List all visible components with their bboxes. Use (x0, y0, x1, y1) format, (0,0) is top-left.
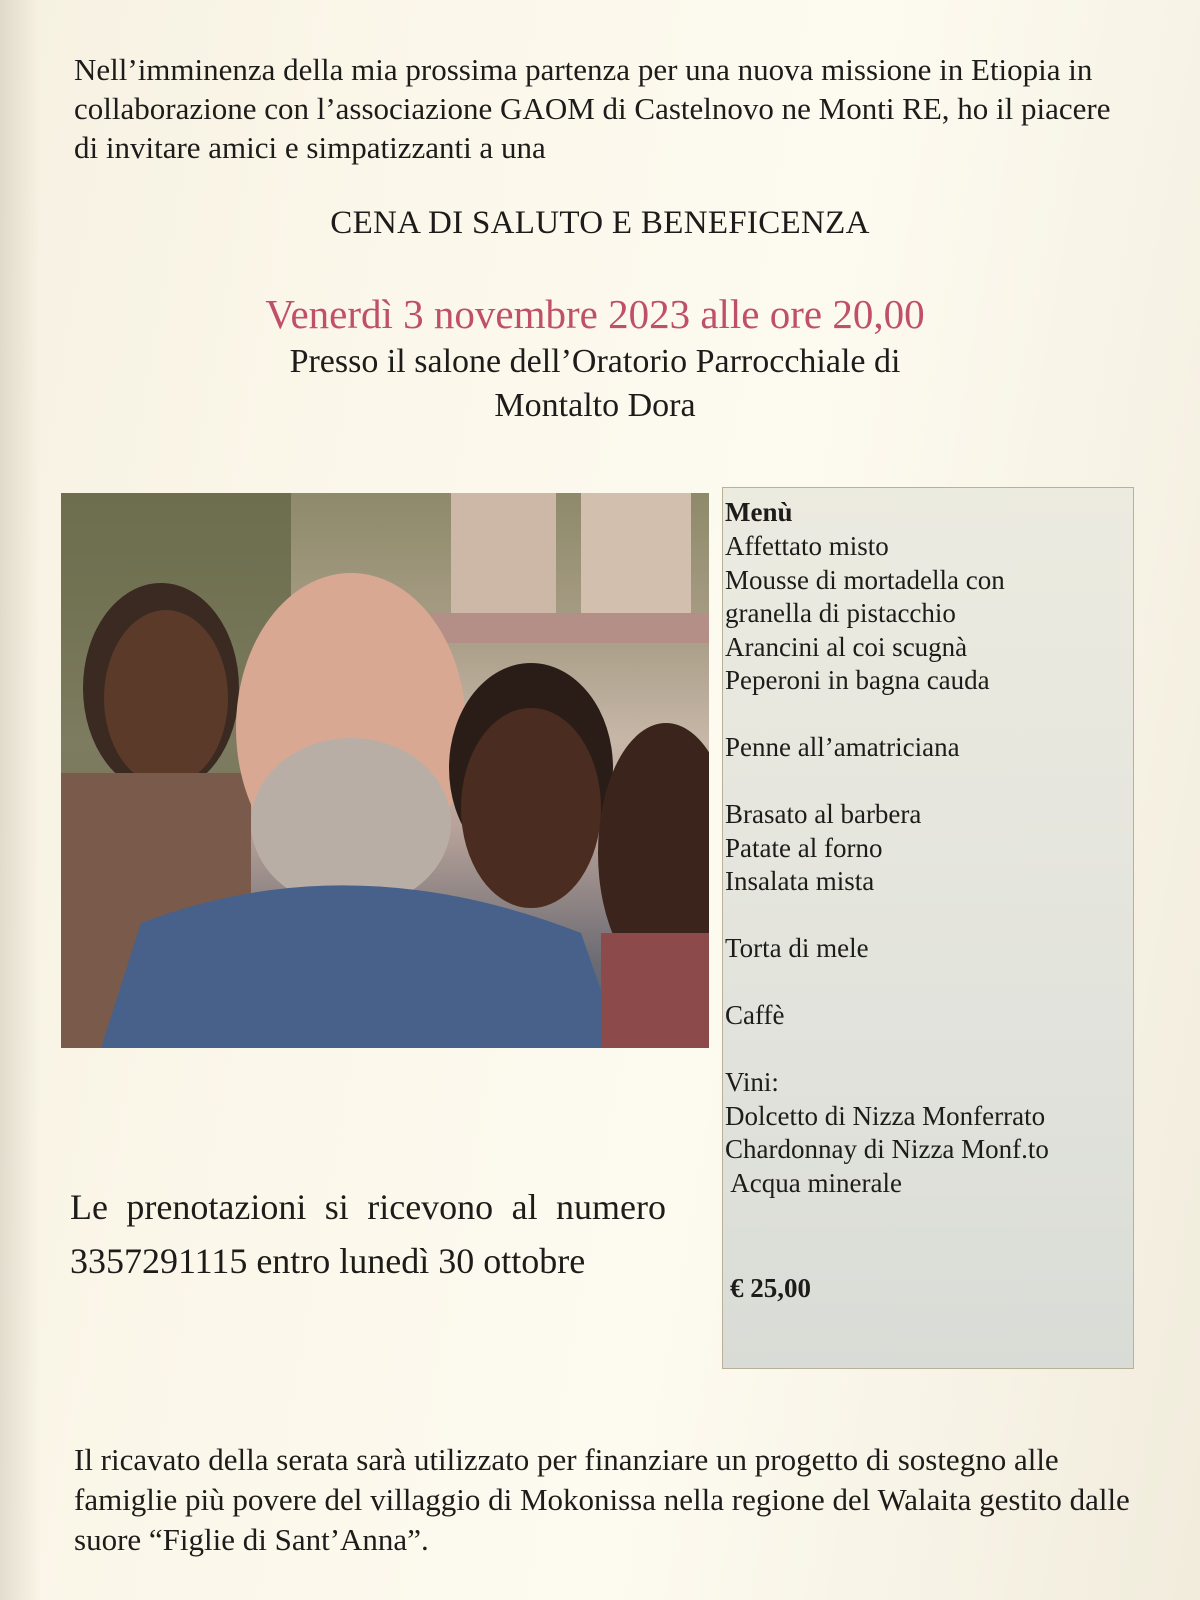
menu-item-vino-1: Dolcetto di Nizza Monferrato (725, 1100, 1046, 1131)
menu-price: € 25,00 (730, 1273, 811, 1303)
menu-item-antipasto-3: granella di pistacchio (725, 598, 956, 628)
menu-item-antipasto-2: Mousse di mortadella con (725, 564, 1005, 595)
menu-item-secondo-1: Brasato al barbera (725, 799, 922, 829)
menu-item-caffe: Caffè (725, 1000, 785, 1030)
middle-child-face (461, 708, 601, 908)
footer-paragraph: Il ricavato della serata sarà utilizzato per finanziare un progetto di sostegno alle famiglie più povere del villaggio di Mokonissa nella regione del Walaita gestito dalle suore “Figlie di Sant’Anna”. (74, 1442, 1130, 1557)
group-photo (61, 493, 709, 1048)
event-date-time: Venerdì 3 novembre 2023 alle ore 20,00 (265, 291, 925, 337)
venue-line-2: Montalto Dora (494, 387, 696, 424)
intro-paragraph: Nell’imminenza della mia prossima partenza per una nuova missione in Etiopia in collaborazione con l’associazione GAOM di Castelnovo ne Monti RE, ho il piacere di invitare amici e simpatizzanti a una (74, 52, 1111, 165)
water-tank-left (451, 493, 556, 633)
event-title: CENA DI SALUTO E BENEFICENZA (330, 205, 870, 241)
right-child-body (601, 933, 709, 1048)
tower-beam (431, 613, 709, 643)
menu-list (725, 530, 1049, 1200)
menu-item-antipasto-5: Peperoni in bagna cauda (725, 665, 990, 695)
man-beard (251, 738, 451, 908)
menu-item-secondo-3: Insalata mista (725, 866, 875, 896)
menu-item-primo: Penne all’amatriciana (725, 732, 960, 762)
menu-item-dolce: Torta di mele (725, 933, 869, 963)
venue (0, 340, 1190, 428)
menu-title: Menù (725, 497, 793, 527)
booking-info: Le prenotazioni si ricevono al numero 3357291115 entro lunedì 30 ottobre (70, 1187, 666, 1281)
group-photo-illustration (61, 493, 709, 1048)
menu-item-antipasto-1: Affettato misto (725, 531, 889, 561)
menu-item-antipasto-4: Arancini al coi scugnà (725, 631, 968, 662)
menu-vini-label: Vini: (725, 1067, 779, 1097)
venue-line-1: Presso il salone dell’Oratorio Parrocchiale di (289, 343, 901, 380)
menu-item-acqua: Acqua minerale (725, 1167, 902, 1198)
menu-item-secondo-2: Patate al forno (725, 832, 883, 863)
left-child-face (104, 610, 228, 786)
menu-item-vino-2: Chardonnay di Nizza Monf.to (725, 1134, 1049, 1164)
